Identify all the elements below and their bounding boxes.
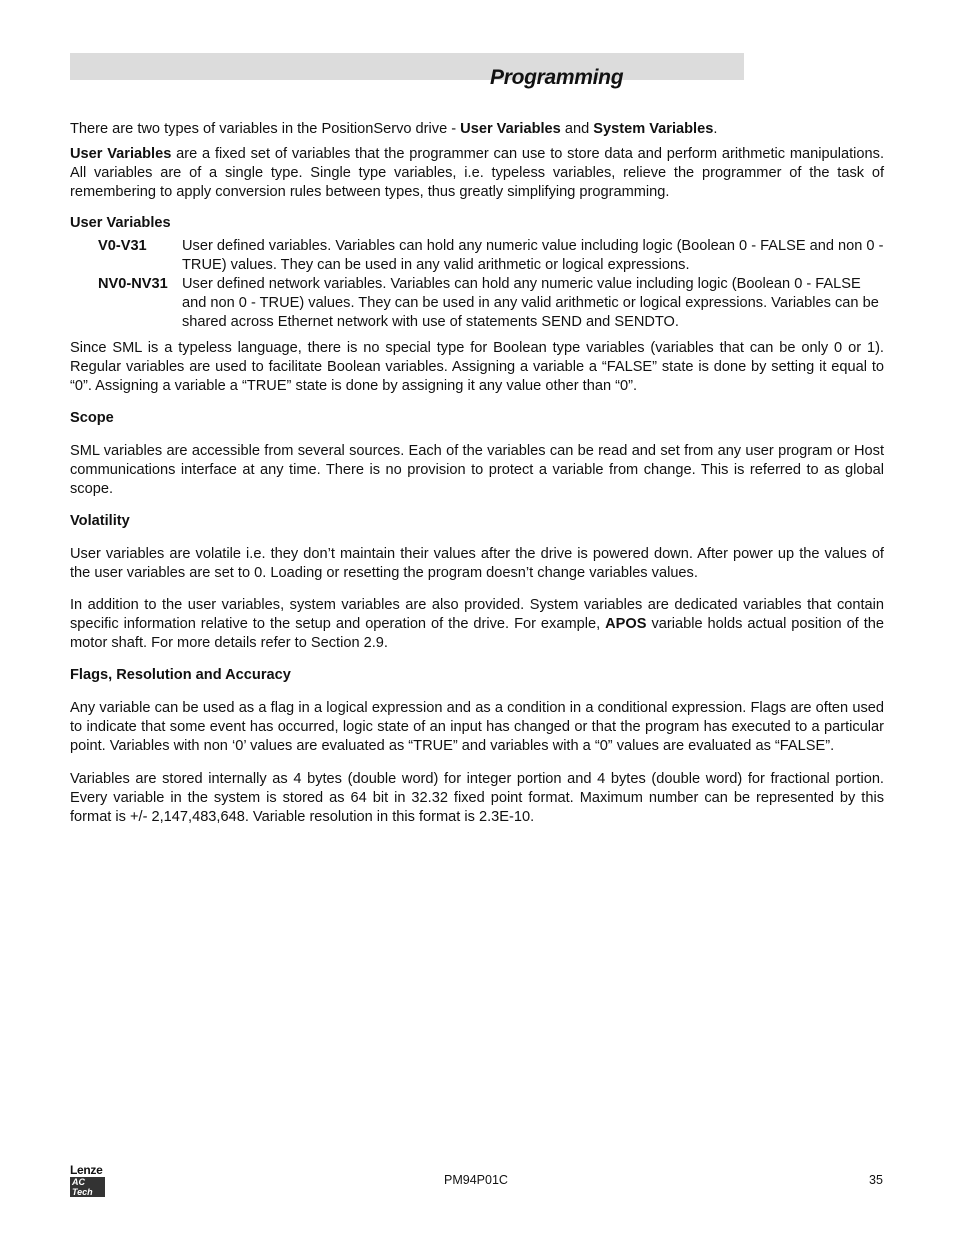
intro-text: and: [560, 121, 594, 137]
page-title: Programming: [490, 66, 624, 89]
definition-row-v: [98, 237, 884, 275]
apos-bold: APOS: [605, 616, 647, 632]
intro-text: There are two types of variables in the PositionServo drive -: [70, 121, 461, 137]
lenze-logo: [70, 1164, 110, 1197]
system-variables-paragraph: [70, 596, 884, 653]
user-variables-heading: User Variables: [70, 215, 171, 231]
user-variables-bold: User Variables: [70, 146, 172, 162]
logo-wordmark: Lenze: [70, 1163, 103, 1177]
definition-description: User defined variables. Variables can hold any numeric value including logic (Boolean 0 - FALSE and non 0 - TRUE) values. They can be used in any valid arithmetic or logical expressions.: [182, 238, 884, 273]
user-variables-paragraph: [70, 145, 884, 202]
system-variables-text: In addition to the user variables, system variables are also provided. System variables are dedicated variables that contain specific information relative to the setup and operation of the drive. For example,: [70, 597, 884, 632]
intro-paragraph: [70, 120, 884, 139]
intro-text: .: [713, 121, 718, 137]
page-content: [70, 120, 884, 827]
document-code: PM94P01C: [444, 1173, 508, 1187]
intro-bold-system-variables: System Variables: [593, 121, 714, 137]
definition-description: User defined network variables. Variables can hold any numeric value including logic (Boolean 0 - FALSE and non 0 - TRUE) values. They can be used in any valid arithmetic or logical expressions. Variables can be shared across Ethernet network with use of statements SEND and SENDTO.: [182, 276, 879, 330]
definition-row-nv: [98, 275, 884, 332]
definition-term: NV0-NV31: [98, 276, 168, 292]
sml-paragraph: Since SML is a typeless language, there is no special type for Boolean type variables (variables that can be only 0 or 1). Regular variables are used to facilitate Boolean variables. Assigning a variable a “FALSE” state is done by setting it equal to “0”. Assigning a variable a “TRUE” state is done by assigning it any value other than “0”.: [70, 340, 884, 394]
volatility-paragraph: User variables are volatile i.e. they don’t maintain their values after the drive is powered down. After power up the values of the user variables are set to 0. Loading or resetting the program doesn’t change variables values.: [70, 546, 884, 581]
system-variables-text: variable holds actual position of the motor shaft. For more details refer to Section 2.9.: [70, 616, 884, 651]
volatility-heading: Volatility: [70, 513, 130, 529]
storage-paragraph: Variables are stored internally as 4 bytes (double word) for integer portion and 4 bytes (double word) for fractional portion. Every variable in the system is stored as 64 bit in 32.32 fixed point format. Maximum number can be represented by this format is +/- 2,147,483,648. Variable resolution in this format is 2.3E-10.: [70, 771, 884, 825]
flags-paragraph: Any variable can be used as a flag in a logical expression and as a condition in a conditional expression. Flags are often used to indicate that some event has occurred, logic state of an input has changed or that the program has executed to a particular point. Variables with non ‘0’ values are evaluated as “TRUE” and variables with a “0” values are evaluated as “FALSE”.: [70, 700, 884, 754]
logo-subbrand: AC Tech: [70, 1177, 105, 1197]
scope-paragraph: SML variables are accessible from several sources. Each of the variables can be read and set from any user program or Host communications interface at any time. There is no provision to protect a variable from change. This is referred to as global scope.: [70, 443, 884, 497]
intro-bold-user-variables: User Variables: [460, 121, 561, 137]
flags-heading: Flags, Resolution and Accuracy: [70, 667, 291, 683]
definition-term: V0-V31: [98, 238, 147, 254]
page-number: 35: [869, 1173, 883, 1187]
user-variables-text: are a fixed set of variables that the programmer can use to store data and perform arithmetic manipulations. All variables are of a single type. Single type variables, i.e. typeless variables, relieve the programmer of the task of remembering to apply conversion rules between types, thus greatly simplifying programming.: [70, 146, 885, 200]
scope-heading: Scope: [70, 410, 114, 426]
header-bar: [70, 53, 744, 80]
